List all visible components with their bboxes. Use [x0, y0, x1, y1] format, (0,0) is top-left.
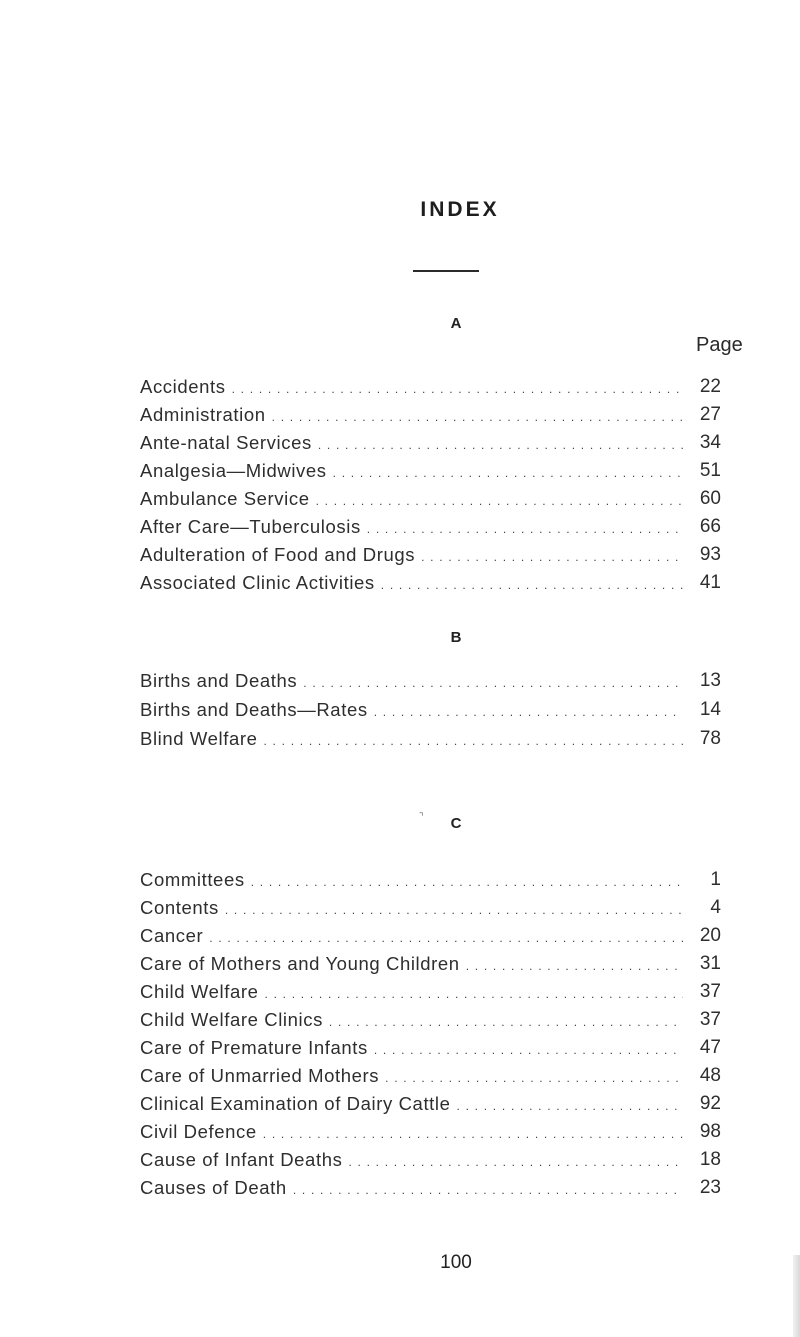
dot-leader	[374, 705, 683, 719]
dot-leader	[385, 1071, 683, 1085]
entry-page: 4	[710, 897, 721, 918]
dot-leader	[303, 676, 683, 690]
entry-label: Births and Deaths	[140, 670, 298, 691]
index-entry	[140, 1149, 721, 1175]
scan-edge-shadow	[793, 1255, 800, 1337]
dot-leader	[466, 959, 683, 973]
index-entry	[140, 1177, 721, 1203]
dot-leader	[263, 1127, 683, 1141]
entry-label: Administration	[140, 404, 266, 425]
entry-page: 37	[699, 1009, 721, 1030]
dot-leader	[329, 1015, 683, 1029]
dot-leader	[272, 410, 683, 424]
index-entry	[140, 728, 721, 754]
entry-page: 66	[699, 516, 721, 537]
index-entry	[140, 516, 721, 542]
entry-label: Contents	[140, 897, 219, 918]
dot-leader	[367, 522, 683, 536]
title-divider	[413, 270, 479, 272]
entry-page: 48	[699, 1065, 721, 1086]
section-letter-a: A	[450, 315, 462, 332]
entry-label: Committees	[140, 869, 245, 890]
entry-page: 41	[699, 572, 721, 593]
dot-leader	[374, 1043, 683, 1057]
index-entry	[140, 670, 721, 696]
dot-leader	[457, 1099, 683, 1113]
entry-page: 92	[699, 1093, 721, 1114]
entry-page: 23	[699, 1177, 721, 1198]
dot-leader	[251, 875, 683, 889]
entry-label: Civil Defence	[140, 1121, 257, 1142]
entry-label: Ambulance Service	[140, 488, 310, 509]
entry-page: 47	[699, 1037, 721, 1058]
page-column-header: Page	[696, 334, 743, 356]
dot-leader	[381, 578, 683, 592]
page-number: 100	[440, 1252, 472, 1273]
index-entry	[140, 1121, 721, 1147]
dot-leader	[293, 1183, 683, 1197]
index-title: INDEX	[420, 198, 500, 221]
entry-label: Child Welfare	[140, 981, 259, 1002]
entry-page: 78	[699, 728, 721, 749]
section-letter-c: C	[450, 815, 462, 832]
entry-label: Blind Welfare	[140, 728, 258, 749]
entry-label: Clinical Examination of Dairy Cattle	[140, 1093, 451, 1114]
index-entry	[140, 869, 721, 895]
index-entry	[140, 1009, 721, 1035]
entry-label: Associated Clinic Activities	[140, 572, 375, 593]
entry-label: Cancer	[140, 925, 204, 946]
entry-page: 34	[699, 432, 721, 453]
index-entry	[140, 953, 721, 979]
entry-page: 31	[699, 953, 721, 974]
dot-leader	[421, 550, 683, 564]
entry-page: 22	[699, 376, 721, 397]
entry-page: 18	[699, 1149, 721, 1170]
dot-leader	[232, 382, 683, 396]
index-entry	[140, 925, 721, 951]
entry-page: 98	[699, 1121, 721, 1142]
entry-page: 27	[699, 404, 721, 425]
entry-label: Births and Deaths—Rates	[140, 699, 368, 720]
index-entry	[140, 488, 721, 514]
entry-page: 51	[699, 460, 721, 481]
index-entry	[140, 432, 721, 458]
dot-leader	[263, 734, 683, 748]
entry-label: Adulteration of Food and Drugs	[140, 544, 416, 565]
entry-label: Care of Mothers and Young Children	[140, 953, 460, 974]
stray-print-mark: ⌝	[419, 812, 424, 823]
entry-label: Care of Premature Infants	[140, 1037, 368, 1058]
index-entry	[140, 572, 721, 598]
entry-page: 37	[699, 981, 721, 1002]
entry-label: Ante-natal Services	[140, 432, 312, 453]
dot-leader	[209, 931, 683, 945]
dot-leader	[318, 438, 683, 452]
entry-label: Accidents	[140, 376, 226, 397]
entry-page: 14	[699, 699, 721, 720]
index-entry	[140, 1065, 721, 1091]
index-entry	[140, 1037, 721, 1063]
dot-leader	[225, 903, 683, 917]
entry-label: Cause of Infant Deaths	[140, 1149, 343, 1170]
index-entry	[140, 699, 721, 725]
entry-page: 20	[699, 925, 721, 946]
index-entry	[140, 897, 721, 923]
entry-label: Child Welfare Clinics	[140, 1009, 323, 1030]
dot-leader	[333, 466, 683, 480]
entry-label: Analgesia—Midwives	[140, 460, 327, 481]
entry-label: Causes of Death	[140, 1177, 287, 1198]
dot-leader	[316, 494, 683, 508]
index-entry	[140, 981, 721, 1007]
index-entry	[140, 460, 721, 486]
entry-page: 93	[699, 544, 721, 565]
entry-label: After Care—Tuberculosis	[140, 516, 361, 537]
entry-label: Care of Unmarried Mothers	[140, 1065, 380, 1086]
entry-page: 1	[710, 869, 721, 890]
entry-page: 60	[699, 488, 721, 509]
dot-leader	[265, 987, 683, 1001]
dot-leader	[348, 1155, 683, 1169]
index-entry	[140, 544, 721, 570]
entry-page: 13	[699, 670, 721, 691]
index-entry	[140, 404, 721, 430]
index-entry	[140, 1093, 721, 1119]
section-letter-b: B	[450, 629, 462, 646]
index-entry	[140, 376, 721, 402]
